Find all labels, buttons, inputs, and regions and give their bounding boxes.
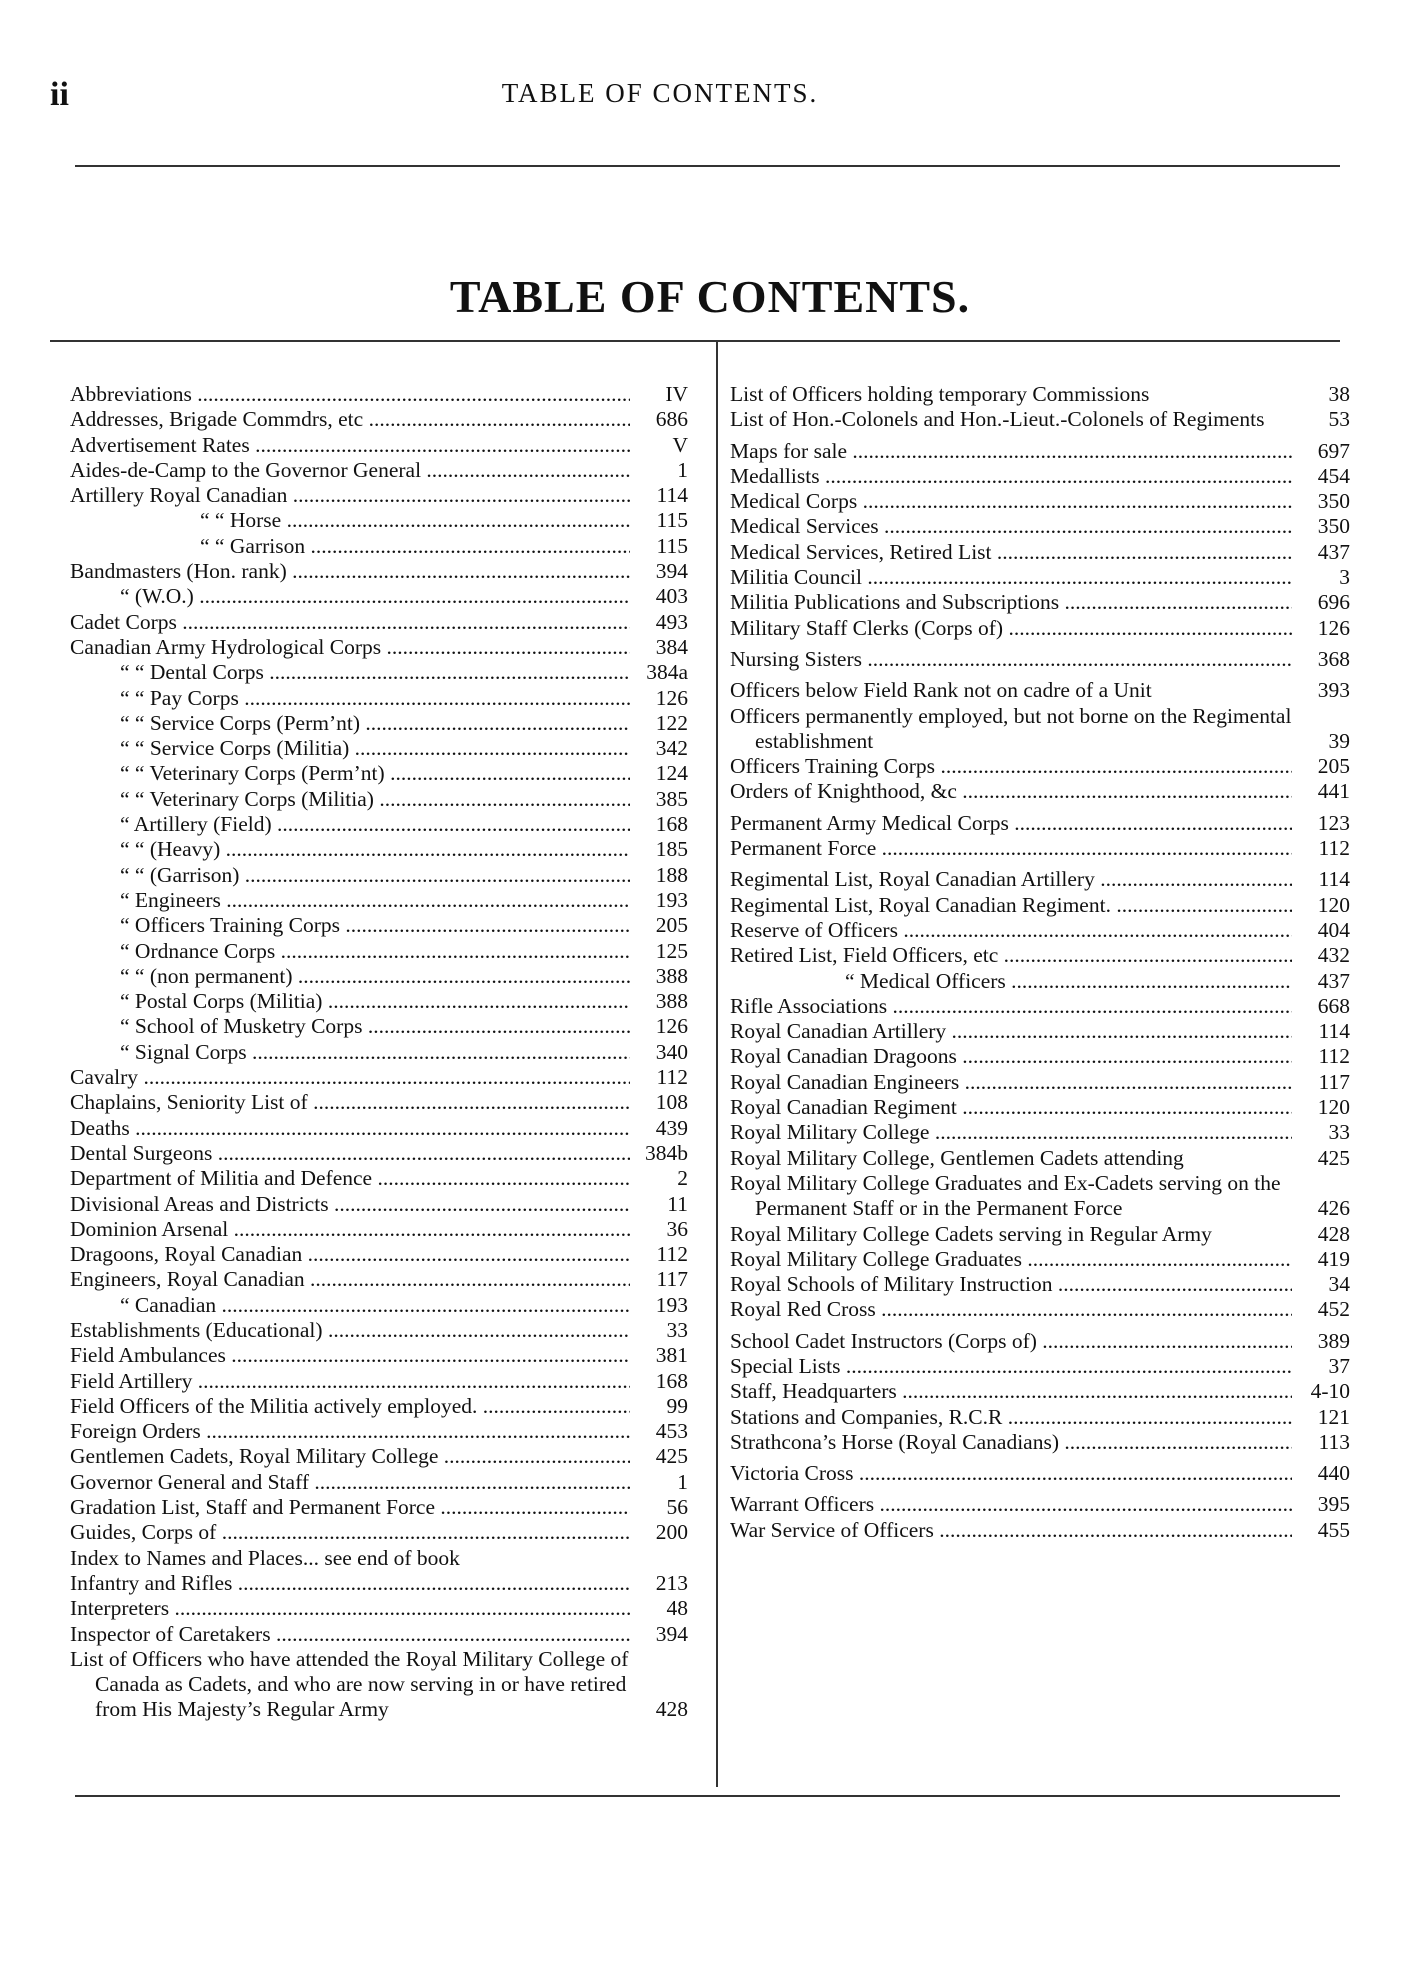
toc-entry-title: Regimental List, Royal Canadian Artillery ..... <box>730 867 1292 892</box>
toc-entry-page: 112 <box>1318 836 1350 861</box>
toc-entry-title: Field Officers of the Militia actively employed. ..... <box>70 1394 630 1419</box>
toc-entry <box>730 867 1350 892</box>
toc-entry <box>70 382 688 407</box>
toc-entry-title: School Cadet Instructors (Corps of) ..... <box>730 1329 1292 1354</box>
toc-entry-title: Deaths ..... <box>70 1116 630 1141</box>
toc-entry <box>730 836 1350 861</box>
toc-entry-title: Royal Canadian Regiment ..... <box>730 1095 1292 1120</box>
toc-entry <box>730 489 1350 514</box>
toc-entry-title: “ “ Service Corps (Perm’nt) ..... <box>70 711 630 736</box>
toc-entry-title: Interpreters ..... <box>70 1596 630 1621</box>
page-number: ii <box>50 76 69 113</box>
toc-entry-title: Bandmasters (Hon. rank) ..... <box>70 559 630 584</box>
toc-entry-page: 113 <box>1318 1429 1350 1454</box>
toc-entry-page: 114 <box>1318 867 1350 892</box>
toc-entry-page: 205 <box>1317 754 1350 779</box>
toc-entry-page: 350 <box>1317 489 1350 514</box>
toc-entry <box>70 1065 688 1090</box>
toc-entry-title: “ “ Horse ..... <box>70 508 630 533</box>
toc-entry-title: Warrant Officers ..... <box>730 1492 1292 1517</box>
toc-entry-title: Chaplains, Seniority List of ..... <box>70 1090 630 1115</box>
toc-entry <box>70 913 688 938</box>
toc-entry-title: “ “ Garrison ..... <box>70 534 630 559</box>
running-header <box>0 72 1420 112</box>
toc-entry-page: 388 <box>655 989 688 1014</box>
toc-entry <box>730 1222 1350 1247</box>
toc-entry-page: 384b <box>645 1140 688 1165</box>
toc-entry <box>70 812 688 837</box>
toc-entry <box>70 1141 688 1166</box>
toc-entry-page: 39 <box>1328 728 1350 753</box>
toc-entry-page: 368 <box>1317 646 1350 671</box>
toc-entry <box>730 1044 1350 1069</box>
toc-entry-title: “ School of Musketry Corps ..... <box>70 1014 630 1039</box>
toc-entry-page: 428 <box>1317 1221 1350 1246</box>
header-rule <box>75 165 1340 167</box>
toc-entry-page: 120 <box>1317 1095 1350 1120</box>
toc-entry-page: 123 <box>1317 810 1350 835</box>
toc-entry-page: 440 <box>1317 1461 1350 1486</box>
toc-entry-page: 115 <box>656 508 688 533</box>
toc-entry <box>730 1405 1350 1430</box>
toc-entry <box>730 1492 1350 1517</box>
toc-entry-title: Military Staff Clerks (Corps of) ..... <box>730 616 1292 641</box>
toc-entry-title: War Service of Officers ..... <box>730 1518 1292 1543</box>
toc-entry <box>730 382 1350 407</box>
toc-entry <box>70 559 688 584</box>
toc-entry-page: V <box>672 432 688 457</box>
toc-entry <box>70 458 688 483</box>
toc-entry-page: 112 <box>656 1065 688 1090</box>
toc-entry-title: Royal Military College, Gentlemen Cadets attending <box>730 1145 1184 1170</box>
toc-entry-page: 1 <box>677 1469 688 1494</box>
toc-entry-title: Gentlemen Cadets, Royal Military College ..... <box>70 1444 630 1469</box>
toc-entry-page: 419 <box>1317 1246 1350 1271</box>
toc-entry <box>730 1379 1350 1404</box>
toc-entry-page: 125 <box>655 938 688 963</box>
toc-entry-page: 342 <box>655 736 688 761</box>
toc-entry-title: “ Officers Training Corps ..... <box>70 913 630 938</box>
toc-entry <box>730 1329 1350 1354</box>
toc-entry-page: 38 <box>1328 382 1350 406</box>
toc-entry <box>70 1343 688 1368</box>
toc-entry <box>70 660 688 685</box>
toc-entry-page: 11 <box>667 1191 688 1216</box>
toc-entry-title: Militia Publications and Subscriptions ..... <box>730 590 1292 615</box>
toc-entry <box>70 939 688 964</box>
toc-entry <box>70 1394 688 1419</box>
toc-entry-title: Royal Canadian Engineers ..... <box>730 1070 1292 1095</box>
toc-entry-title: List of Officers holding temporary Commissions <box>730 382 1150 406</box>
toc-entry <box>70 1419 688 1444</box>
toc-entry <box>70 989 688 1014</box>
toc-entry-title: “ Medical Officers ..... <box>730 969 1292 994</box>
toc-entry-title: Divisional Areas and Districts ..... <box>70 1192 630 1217</box>
toc-entry-title: Foreign Orders ..... <box>70 1419 630 1444</box>
toc-entry-title: “ Postal Corps (Militia) ..... <box>70 989 630 1014</box>
toc-entry-page: 455 <box>1317 1517 1350 1542</box>
toc-entry-title: Nursing Sisters ..... <box>730 647 1292 672</box>
toc-entry-title: Dragoons, Royal Canadian ..... <box>70 1242 630 1267</box>
toc-entry-page: 426 <box>1317 1196 1350 1221</box>
toc-entry <box>70 610 688 635</box>
toc-entry-title: Guides, Corps of ..... <box>70 1520 630 1545</box>
toc-entry-title: Governor General and Staff ..... <box>70 1470 630 1495</box>
toc-entry <box>70 635 688 660</box>
toc-entry <box>730 590 1350 615</box>
toc-entry <box>730 918 1350 943</box>
toc-entry-page: 428 <box>655 1697 688 1722</box>
toc-entry <box>70 1090 688 1115</box>
toc-entry-title: “ “ (Garrison) ..... <box>70 863 630 888</box>
toc-entry <box>730 754 1350 779</box>
toc-entry-page: 122 <box>655 710 688 735</box>
toc-entry <box>730 565 1350 590</box>
toc-entry-title: Royal Schools of Military Instruction ..... <box>730 1272 1292 1297</box>
toc-entry-title: Permanent Force ..... <box>730 836 1292 861</box>
toc-entry <box>70 1318 688 1343</box>
toc-entry <box>70 1242 688 1267</box>
toc-entry-title: Dental Surgeons ..... <box>70 1141 630 1166</box>
toc-entry <box>70 964 688 989</box>
toc-entry-page: 37 <box>1328 1353 1350 1378</box>
toc-entry <box>70 711 688 736</box>
toc-entry-title: List of Officers who have attended the Royal Military College of Canada as Cadets, and who are now serving in or have retired from His Majesty’s Regular Army <box>70 1646 629 1722</box>
toc-entry <box>730 1461 1350 1486</box>
toc-entry <box>730 616 1350 641</box>
toc-entry-title: Militia Council ..... <box>730 565 1292 590</box>
toc-entry-title: Advertisement Rates ..... <box>70 433 630 458</box>
toc-entry-title: Officers permanently employed, but not borne on the Regimental establishment <box>730 703 1292 753</box>
toc-entry-page: 493 <box>655 609 688 634</box>
contents-right-column <box>730 382 1350 1543</box>
toc-entry-page: 403 <box>655 584 688 609</box>
toc-entry <box>70 1166 688 1191</box>
toc-entry <box>730 1518 1350 1543</box>
toc-entry-page: 389 <box>1317 1328 1350 1353</box>
toc-entry <box>70 761 688 786</box>
toc-entry-page: 121 <box>1317 1404 1350 1429</box>
toc-entry <box>70 407 688 432</box>
toc-entry-page: 454 <box>1317 463 1350 488</box>
toc-entry <box>70 1571 688 1596</box>
toc-entry-page: 432 <box>1317 943 1350 968</box>
toc-entry-page: 394 <box>655 1621 688 1646</box>
toc-entry-title: Inspector of Caretakers ..... <box>70 1622 630 1647</box>
toc-entry-title: Regimental List, Royal Canadian Regiment. ..... <box>730 893 1292 918</box>
toc-entry-page: 114 <box>1318 1019 1350 1044</box>
toc-entry <box>70 686 688 711</box>
toc-entry-page: 126 <box>1317 615 1350 640</box>
toc-entry-title: Medical Corps ..... <box>730 489 1292 514</box>
toc-entry-title: Royal Canadian Artillery ..... <box>730 1019 1292 1044</box>
toc-entry <box>70 1495 688 1520</box>
toc-entry-title: “ “ Dental Corps ..... <box>70 660 630 685</box>
toc-entry <box>70 1116 688 1141</box>
toc-entry-title: Staff, Headquarters ..... <box>730 1379 1292 1404</box>
toc-entry <box>730 943 1350 968</box>
toc-entry <box>730 779 1350 804</box>
toc-entry <box>730 704 1350 755</box>
toc-entry-page: 350 <box>1317 514 1350 539</box>
toc-entry-page: 381 <box>655 1343 688 1368</box>
toc-entry-title: “ (W.O.) ..... <box>70 584 630 609</box>
toc-entry-page: 126 <box>655 685 688 710</box>
toc-entry-title: “ Engineers ..... <box>70 888 630 913</box>
toc-entry-page: 404 <box>1317 917 1350 942</box>
toc-entry-page: 452 <box>1317 1297 1350 1322</box>
toc-entry-title: Cadet Corps ..... <box>70 610 630 635</box>
toc-entry-page: 115 <box>656 533 688 558</box>
toc-entry-page: 168 <box>655 1368 688 1393</box>
toc-entry-page: 34 <box>1328 1272 1350 1297</box>
toc-entry <box>70 1444 688 1469</box>
toc-entry-title: Medallists ..... <box>730 464 1292 489</box>
toc-entry <box>70 1520 688 1545</box>
running-title: TABLE OF CONTENTS. <box>501 78 819 108</box>
toc-entry-page: 686 <box>655 407 688 432</box>
toc-entry-title: Rifle Associations ..... <box>730 994 1292 1019</box>
toc-entry-page: 108 <box>655 1090 688 1115</box>
toc-entry-title: Reserve of Officers ..... <box>730 918 1292 943</box>
toc-entry-title: Permanent Army Medical Corps ..... <box>730 811 1292 836</box>
toc-entry <box>730 811 1350 836</box>
toc-entry <box>730 1146 1350 1171</box>
toc-entry <box>70 888 688 913</box>
toc-entry-page: 425 <box>655 1444 688 1469</box>
toc-entry-title: Medical Services ..... <box>730 514 1292 539</box>
toc-entry <box>70 1369 688 1394</box>
toc-entry <box>730 514 1350 539</box>
toc-entry-title: Addresses, Brigade Commdrs, etc ..... <box>70 407 630 432</box>
toc-entry-page: 33 <box>666 1317 688 1342</box>
toc-entry-title: Victoria Cross ..... <box>730 1461 1292 1486</box>
toc-entry-page: 439 <box>655 1115 688 1140</box>
toc-entry-page: 1 <box>677 457 688 482</box>
toc-entry-title: Retired List, Field Officers, etc ..... <box>730 943 1292 968</box>
toc-entry-title: Aides-de-Camp to the Governor General ..... <box>70 458 630 483</box>
toc-entry <box>730 1247 1350 1272</box>
toc-entry <box>730 678 1350 703</box>
toc-entry-page: 668 <box>1317 993 1350 1018</box>
toc-entry <box>730 893 1350 918</box>
toc-entry-page: 117 <box>1318 1069 1350 1094</box>
toc-entry-title: “ Ordnance Corps ..... <box>70 939 630 964</box>
toc-entry-title: Department of Militia and Defence ..... <box>70 1166 630 1191</box>
toc-entry-title: Strathcona’s Horse (Royal Canadians) ..... <box>730 1430 1292 1455</box>
toc-entry-title: Establishments (Educational) ..... <box>70 1318 630 1343</box>
toc-entry-title: Infantry and Rifles ..... <box>70 1571 630 1596</box>
toc-entry-title: Special Lists ..... <box>730 1354 1292 1379</box>
toc-entry-page: 4-10 <box>1310 1379 1350 1404</box>
toc-entry-page: 56 <box>666 1495 688 1520</box>
toc-entry-title: Abbreviations ..... <box>70 382 630 407</box>
toc-entry <box>730 1430 1350 1455</box>
toc-entry-title: Canadian Army Hydrological Corps ..... <box>70 635 630 660</box>
toc-entry-page: 188 <box>655 862 688 887</box>
footer-rule <box>75 1795 1340 1797</box>
toc-entry-page: 205 <box>655 913 688 938</box>
toc-entry <box>70 534 688 559</box>
toc-entry <box>70 483 688 508</box>
toc-entry-title: Royal Military College Graduates ..... <box>730 1247 1292 1272</box>
toc-entry-page: 696 <box>1317 590 1350 615</box>
toc-entry-title: Officers below Field Rank not on cadre of a Unit <box>730 678 1152 703</box>
toc-entry <box>730 1297 1350 1322</box>
toc-entry-page: 193 <box>655 887 688 912</box>
toc-entry-title: Gradation List, Staff and Permanent Force ..... <box>70 1495 630 1520</box>
toc-entry-title: “ “ Pay Corps ..... <box>70 686 630 711</box>
toc-entry <box>70 584 688 609</box>
toc-entry-page: 3 <box>1339 565 1350 590</box>
toc-entry-title: “ “ Veterinary Corps (Perm’nt) ..... <box>70 761 630 786</box>
toc-entry <box>70 1267 688 1292</box>
toc-entry-page: 126 <box>655 1014 688 1039</box>
toc-entry-title: Officers Training Corps ..... <box>730 754 1292 779</box>
toc-entry-page: 124 <box>655 761 688 786</box>
toc-entry-title: Maps for sale ..... <box>730 439 1292 464</box>
toc-entry-title: Cavalry ..... <box>70 1065 630 1090</box>
toc-entry-page: 53 <box>1328 407 1350 432</box>
column-divider <box>716 342 718 1787</box>
toc-entry <box>70 1014 688 1039</box>
page-title: TABLE OF CONTENTS. <box>449 271 971 322</box>
title-rule <box>50 340 1340 342</box>
toc-entry-page: IV <box>665 382 688 406</box>
toc-entry-page: 393 <box>1317 678 1350 703</box>
toc-entry-title: Orders of Knighthood, &c ..... <box>730 779 1292 804</box>
toc-entry <box>730 1171 1350 1222</box>
toc-entry-title: “ “ Service Corps (Militia) ..... <box>70 736 630 761</box>
toc-entry-page: 213 <box>655 1570 688 1595</box>
toc-entry-title: “ Artillery (Field) ..... <box>70 812 630 837</box>
toc-entry-page: 117 <box>656 1267 688 1292</box>
toc-entry-page: 385 <box>655 786 688 811</box>
toc-entry <box>70 1470 688 1495</box>
toc-entry <box>70 1546 688 1571</box>
toc-entry-title: “ “ (non permanent) ..... <box>70 964 630 989</box>
toc-entry <box>730 540 1350 565</box>
toc-entry-page: 437 <box>1317 539 1350 564</box>
toc-entry <box>730 1272 1350 1297</box>
toc-entry-page: 48 <box>666 1596 688 1621</box>
toc-entry-title: Artillery Royal Canadian ..... <box>70 483 630 508</box>
toc-entry-title: Royal Military College ..... <box>730 1120 1292 1145</box>
toc-entry-title: Medical Services, Retired List ..... <box>730 540 1292 565</box>
toc-entry-page: 384a <box>646 660 688 685</box>
toc-entry-title: Index to Names and Places... see end of book <box>70 1545 460 1570</box>
toc-entry-page: 112 <box>656 1242 688 1267</box>
toc-entry <box>730 969 1350 994</box>
toc-entry <box>70 1192 688 1217</box>
toc-entry <box>70 1596 688 1621</box>
toc-entry <box>730 994 1350 1019</box>
toc-entry-title: Royal Military College Cadets serving in Regular Army <box>730 1221 1212 1246</box>
toc-entry-page: 185 <box>655 837 688 862</box>
toc-entry-page: 453 <box>655 1419 688 1444</box>
toc-entry-page: 697 <box>1317 438 1350 463</box>
toc-entry <box>730 1095 1350 1120</box>
toc-entry <box>730 439 1350 464</box>
toc-entry-page: 114 <box>656 483 688 508</box>
toc-entry-page: 425 <box>1317 1145 1350 1170</box>
toc-entry <box>730 1070 1350 1095</box>
toc-entry-page: 2 <box>677 1166 688 1191</box>
toc-entry <box>70 1217 688 1242</box>
toc-entry <box>70 787 688 812</box>
toc-entry-title: Field Artillery ..... <box>70 1369 630 1394</box>
toc-entry <box>730 407 1350 432</box>
toc-entry-page: 200 <box>655 1520 688 1545</box>
toc-entry <box>70 1040 688 1065</box>
toc-entry-page: 437 <box>1317 968 1350 993</box>
toc-entry <box>70 1647 688 1723</box>
toc-entry <box>730 464 1350 489</box>
toc-entry-page: 394 <box>655 559 688 584</box>
toc-entry-title: Royal Red Cross ..... <box>730 1297 1292 1322</box>
toc-entry <box>70 837 688 862</box>
toc-entry <box>70 863 688 888</box>
toc-entry-page: 168 <box>655 812 688 837</box>
toc-entry <box>70 433 688 458</box>
toc-entry-title: Engineers, Royal Canadian ..... <box>70 1267 630 1292</box>
toc-entry-title: List of Hon.-Colonels and Hon.-Lieut.-Colonels of Regiments <box>730 407 1265 432</box>
toc-entry-page: 33 <box>1328 1120 1350 1145</box>
toc-entry-title: “ “ Veterinary Corps (Militia) ..... <box>70 787 630 812</box>
toc-entry <box>70 1293 688 1318</box>
toc-entry <box>730 1354 1350 1379</box>
toc-entry-page: 384 <box>655 634 688 659</box>
toc-entry-title: Royal Canadian Dragoons ..... <box>730 1044 1292 1069</box>
toc-entry-title: “ Signal Corps ..... <box>70 1040 630 1065</box>
toc-entry-page: 441 <box>1317 779 1350 804</box>
toc-entry-title: Field Ambulances ..... <box>70 1343 630 1368</box>
toc-entry <box>70 736 688 761</box>
toc-entry-page: 388 <box>655 963 688 988</box>
toc-entry-page: 99 <box>666 1393 688 1418</box>
toc-entry-page: 120 <box>1317 892 1350 917</box>
toc-entry <box>70 1622 688 1647</box>
toc-entry-page: 340 <box>655 1039 688 1064</box>
toc-entry-title: Royal Military College Graduates and Ex-Cadets serving on the Permanent Staff or in the Permanent Force <box>730 1170 1281 1221</box>
toc-entry-title: “ “ (Heavy) ..... <box>70 837 630 862</box>
toc-entry-page: 112 <box>1318 1044 1350 1069</box>
toc-entry-title: Stations and Companies, R.C.R ..... <box>730 1405 1292 1430</box>
toc-entry-title: Dominion Arsenal ..... <box>70 1217 630 1242</box>
toc-entry <box>730 1019 1350 1044</box>
toc-entry-page: 193 <box>655 1292 688 1317</box>
toc-entry-page: 395 <box>1317 1492 1350 1517</box>
toc-entry-page: 36 <box>666 1216 688 1241</box>
contents-left-column <box>70 382 688 1723</box>
toc-entry <box>730 1120 1350 1145</box>
toc-entry <box>70 508 688 533</box>
toc-entry <box>730 647 1350 672</box>
toc-entry-title: “ Canadian ..... <box>70 1293 630 1318</box>
